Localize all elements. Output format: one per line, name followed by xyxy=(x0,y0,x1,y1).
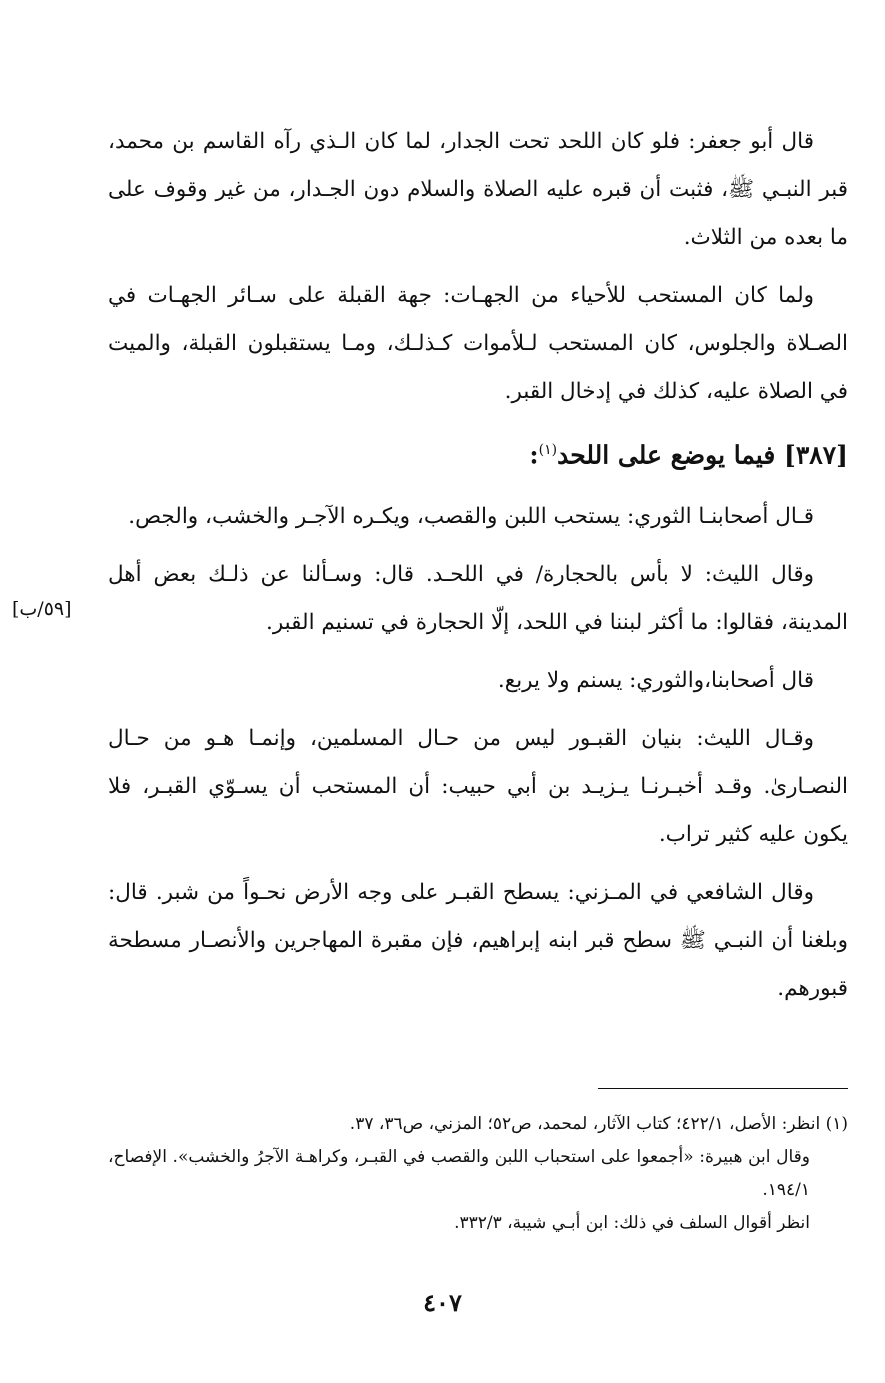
paragraph-qibla: ولما كان المستحب للأحياء من الجهـات: جهة القبلة على سـائر الجهـات في الصـلاة والجلوس، كان المستحب لـلأموات كـذلـك، ومـا يستقبلون القبلة، والميت في الصلاة عليه، كذلك في إدخال القبر. xyxy=(108,283,848,404)
main-text xyxy=(108,118,848,1023)
footnote-reference: (١) xyxy=(538,442,558,458)
paragraph-layth-stones: وقال الليث: لا بأس بالحجارة/ في اللحـد. قال: وسـألنا عن ذلـك بعض أهل المدينة، فقالوا: ما أكثر لبننا في اللحد، إلّا الحجارة في تسنيم القبر. xyxy=(108,562,848,636)
paragraph-tasnim: قال أصحابنا،والثوري: يسنم ولا يربع. xyxy=(497,668,814,694)
section-colon: : xyxy=(529,440,539,470)
footnote-1-continuation: وقال ابن هبيرة: «أجمعوا على استحباب اللبن والقصب في القبـر، وكراهـة الآجرُ والخشب». الإفصاح، ١٩٤/١. xyxy=(108,1147,810,1200)
section-title: فيما يوضع على اللحد xyxy=(557,440,776,470)
paragraph-abu-jafar: قال أبو جعفر: فلو كان اللحد تحت الجدار، لما كان الـذي رآه القاسم بن محمد، قبر النبـي ﷺ، فثبت أن قبره عليه الصلاة والسلام دون الجـدار، من غير وقوف على ما بعده من الثلاث. xyxy=(108,129,848,250)
footnote-divider xyxy=(598,1088,848,1089)
footnote-1-sources: انظر أقوال السلف في ذلك: ابن أبـي شيبة، ٣٣٢/٣. xyxy=(454,1213,810,1233)
page-number: ٤٠٧ xyxy=(423,1288,462,1317)
section-number: [٣٨٧] xyxy=(784,440,848,470)
section-heading xyxy=(108,426,848,479)
paragraph-shafii: وقال الشافعي في المـزني: يسطح القبـر على وجه الأرض نحـواً من شبر. قال: وبلغنا أن النبـي ﷺ سطح قبر ابنه إبراهيم، فإن مقبرة المهاجرين والأنصـار مسطحة قبورهم. xyxy=(108,880,848,1002)
paragraph-layth-building: وقـال الليث: بنيان القبـور ليس من حـال المسلمين، وإنمـا هـو من حـال النصـارىٰ. وقـد أخبـرنـا يـزيـد بن أبي حبيب: أن المستحب أن يسـوّي القبـر، فلا يكون عليه كثير تراب. xyxy=(108,726,848,848)
manuscript-folio-marker: [٥٩/ب] xyxy=(12,598,72,620)
paragraph-thawri: قـال أصحابنـا الثوري: يستحب اللبن والقصب، ويكـره الآجـر والخشب، والجص. xyxy=(128,504,814,530)
footnote-1: (١) انظر: الأصل، ٤٢٢/١؛ كتاب الآثار، لمحمد، ص٥٢؛ المزني، ص٣٦، ٣٧. xyxy=(349,1114,848,1134)
footnotes xyxy=(108,1108,848,1240)
